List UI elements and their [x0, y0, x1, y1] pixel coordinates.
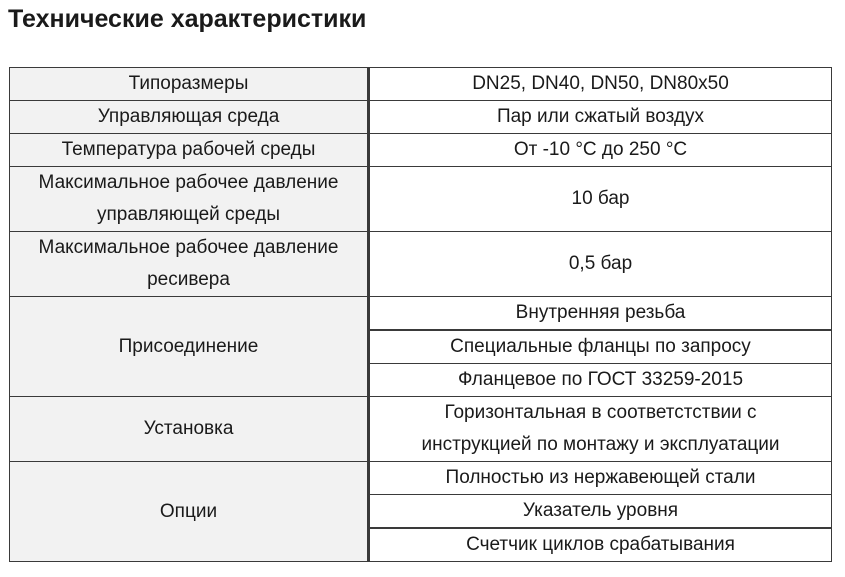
- table-row: [10, 101, 832, 134]
- row-label-control-medium: Управляющая среда: [10, 101, 369, 134]
- row-value-connection: Специальные фланцы по запросу: [369, 330, 832, 364]
- row-label-sizes: Типоразмеры: [10, 68, 369, 101]
- table-row: [10, 297, 832, 331]
- table-row: [10, 232, 832, 297]
- row-value-installation: [369, 397, 832, 462]
- row-value-sizes: DN25, DN40, DN50, DN80x50: [369, 68, 832, 101]
- row-value-max-receiver-pressure: 0,5 бар: [369, 232, 832, 297]
- table-row: [10, 462, 832, 495]
- row-label-connection: Присоединение: [10, 297, 369, 397]
- table-row: [10, 167, 832, 232]
- row-value-control-medium: Пар или сжатый воздух: [369, 101, 832, 134]
- row-label-temperature: Температура рабочей среды: [10, 134, 369, 167]
- row-value-connection: Фланцевое по ГОСТ 33259-2015: [369, 364, 832, 397]
- row-label-max-control-pressure: [10, 167, 369, 232]
- row-label-options: Опции: [10, 462, 369, 562]
- row-value-temperature: От -10 °С до 250 °С: [369, 134, 832, 167]
- row-value-options: Полностью из нержавеющей стали: [369, 462, 832, 495]
- row-value-max-control-pressure: 10 бар: [369, 167, 832, 232]
- table-row: [10, 134, 832, 167]
- row-value-line: инструкцией по монтажу и эксплуатации: [421, 434, 780, 455]
- row-value-options: Указатель уровня: [369, 495, 832, 529]
- specs-table: [9, 67, 832, 562]
- row-label-line: Максимальное рабочее давление: [38, 172, 339, 193]
- row-label-line: ресивера: [147, 269, 230, 290]
- row-label-installation: Установка: [10, 397, 369, 462]
- row-label-line: Максимальное рабочее давление: [38, 237, 339, 258]
- row-value-options: Счетчик циклов срабатывания: [369, 528, 832, 562]
- row-value-connection: Внутренняя резьба: [369, 297, 832, 331]
- row-value-line: Горизонтальная в соответстствии с: [444, 402, 757, 423]
- row-label-max-receiver-pressure: [10, 232, 369, 297]
- row-label-line: управляющей среды: [96, 204, 281, 225]
- page-title: Технические характеристики: [8, 5, 367, 33]
- table-row: [10, 397, 832, 462]
- table-row: [10, 68, 832, 101]
